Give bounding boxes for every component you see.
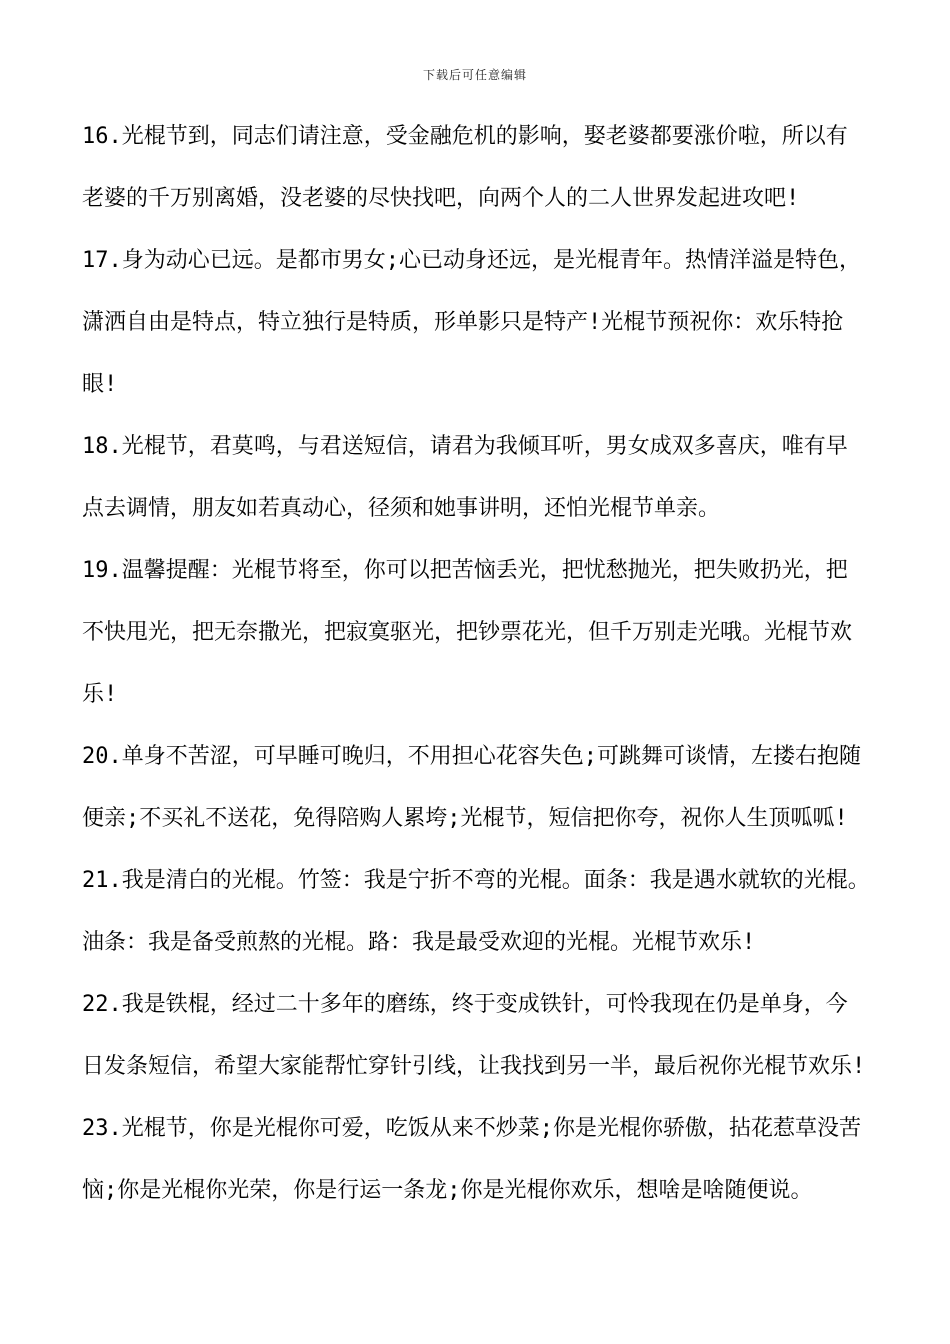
- text-line: 老婆的千万别离婚，没老婆的尽快找吧，向两个人的二人世界发起进攻吧!: [82, 186, 800, 211]
- text-line: 19.温馨提醒：光棍节将至，你可以把苦恼丢光，把忧愁抛光，把失败扔光，把: [82, 558, 848, 583]
- paragraph-17: [82, 230, 882, 416]
- paragraph-19: [82, 540, 882, 726]
- text-line: 22.我是铁棍，经过二十多年的磨练，终于变成铁针，可怜我现在仍是单身，今: [82, 992, 848, 1017]
- text-line: 不快甩光，把无奈撒光，把寂寞驱光，把钞票花光，但千万别走光哦。光棍节欢: [82, 620, 853, 645]
- text-line: 便亲;不买礼不送花，免得陪购人累垮;光棍节，短信把你夸，祝你人生顶呱呱!: [82, 806, 848, 831]
- paragraph-18: [82, 416, 882, 540]
- text-line: 乐!: [82, 682, 118, 707]
- text-line: 16.光棍节到，同志们请注意，受金融危机的影响，娶老婆都要涨价啦，所以有: [82, 124, 848, 149]
- page-header: 下载后可任意编辑: [422, 68, 527, 82]
- text-line: 眼!: [82, 372, 118, 397]
- paragraph-21: [82, 850, 882, 974]
- paragraph-20: [82, 726, 882, 850]
- text-line: 23.光棍节，你是光棍你可爱，吃饭从来不炒菜;你是光棍你骄傲，拈花惹草没苦: [82, 1116, 861, 1141]
- text-line: 18.光棍节，君莫鸣，与君送短信，请君为我倾耳听，男女成双多喜庆，唯有早: [82, 434, 848, 459]
- text-line: 17.身为动心已远。是都市男女;心已动身还远，是光棍青年。热情洋溢是特色，: [82, 248, 861, 273]
- document-body: [82, 106, 882, 1222]
- text-line: 点去调情，朋友如若真动心，径须和她事讲明，还怕光棍节单亲。: [82, 496, 721, 521]
- text-line: 日发条短信，希望大家能帮忙穿针引线，让我找到另一半，最后祝你光棍节欢乐!: [82, 1054, 866, 1079]
- text-line: 21.我是清白的光棍。竹签：我是宁折不弯的光棍。面条：我是遇水就软的光棍。: [82, 868, 870, 893]
- paragraph-22: [82, 974, 882, 1098]
- paragraph-23: [82, 1098, 882, 1222]
- text-line: 潇洒自由是特点，特立独行是特质，形单影只是特产!光棍节预祝你：欢乐特抢: [82, 310, 844, 335]
- paragraph-16: [82, 106, 882, 230]
- text-line: 油条：我是备受煎熬的光棍。路：我是最受欢迎的光棍。光棍节欢乐!: [82, 930, 756, 955]
- text-line: 恼;你是光棍你光荣，你是行运一条龙;你是光棍你欢乐，想啥是啥随便说。: [82, 1178, 813, 1203]
- text-line: 20.单身不苦涩，可早睡可晚归，不用担心花容失色;可跳舞可谈情，左搂右抱随: [82, 744, 861, 769]
